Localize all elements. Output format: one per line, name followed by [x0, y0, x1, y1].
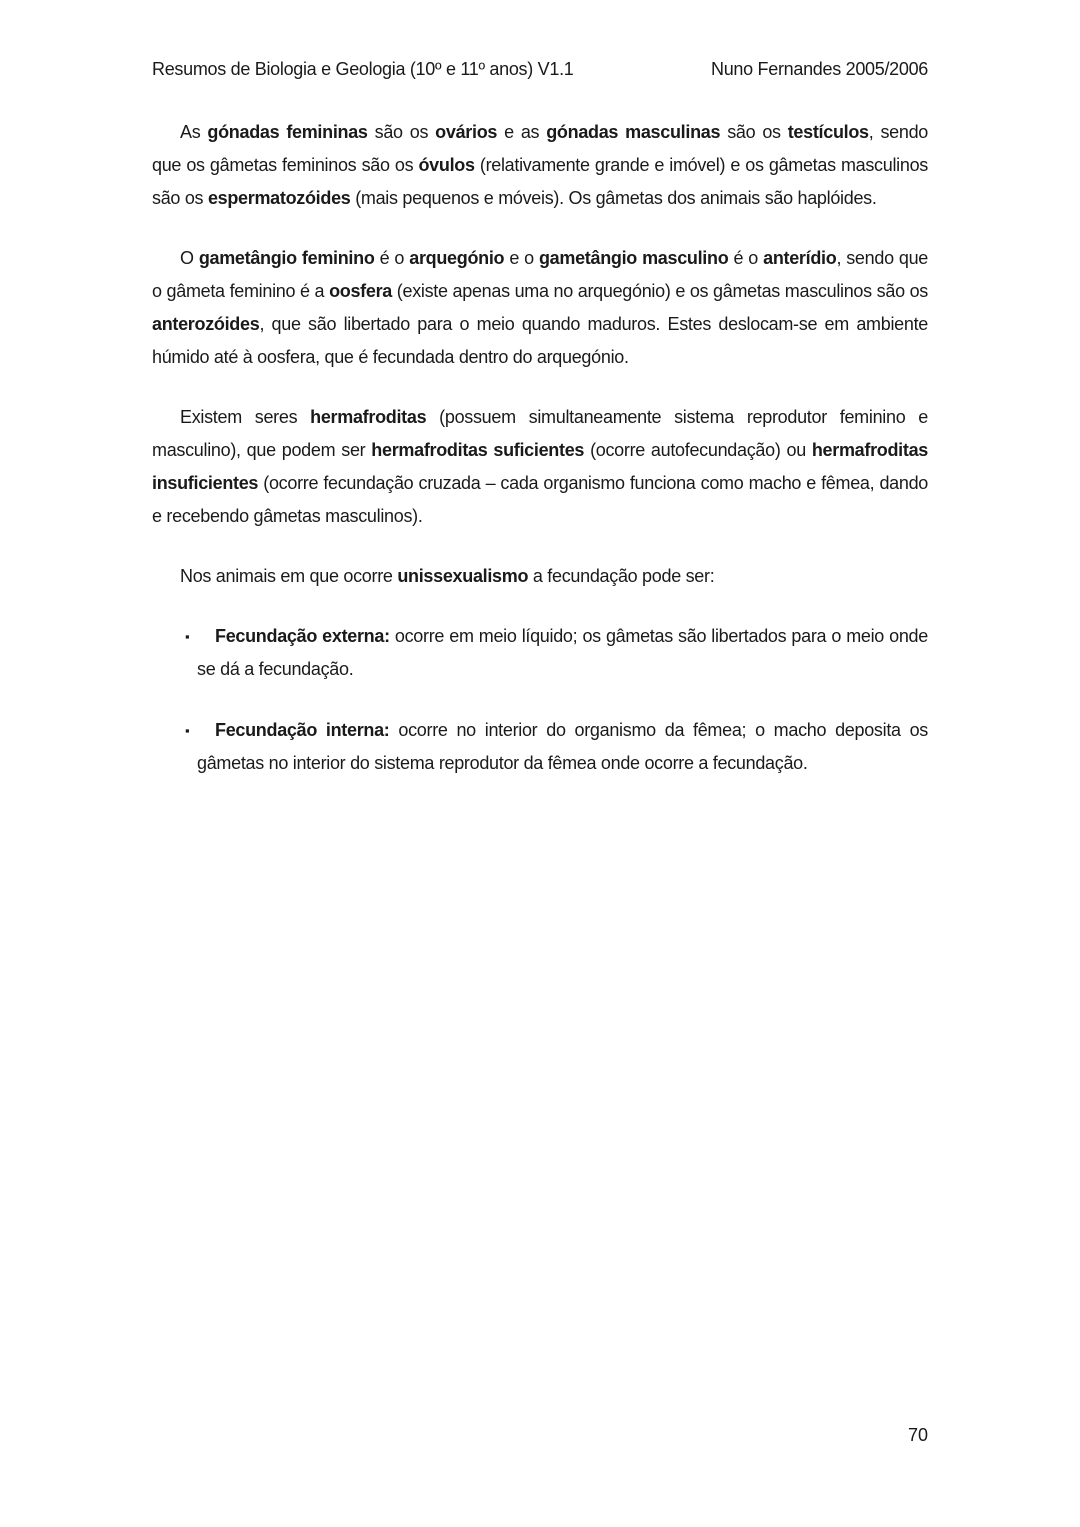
bullet-text: Fecundação interna: ocorre no interior do organismo da fêmea; o macho deposita os gâmetas no interior do sistema reprodutor da fêmea onde ocorre a fecundação.: [197, 720, 929, 773]
bullet-text: Fecundação externa: ocorre em meio líquido; os gâmetas são libertados para o meio onde se dá a fecundação.: [197, 626, 928, 679]
bullet-item-fecundacao-interna: [152, 714, 928, 780]
square-bullet-icon: ▪: [185, 629, 190, 644]
paragraph-unissexualismo: Nos animais em que ocorre unissexualismo a fecundação pode ser:: [180, 566, 715, 586]
square-bullet-icon: ▪: [185, 723, 190, 738]
bullet-item-fecundacao-externa: [152, 620, 928, 686]
header-left-title: Resumos de Biologia e Geologia (10º e 11º anos) V1.1: [152, 59, 574, 79]
page-number: 70: [907, 1425, 928, 1445]
header-right-author: Nuno Fernandes 2005/2006: [711, 59, 928, 79]
page-content: [152, 116, 928, 808]
paragraph-gametangio: O gametângio feminino é o arquegónio e o gametângio masculino é o anterídio, sendo que o gâmeta feminino é a oosfera (existe apenas uma no arquegónio) e os gâmetas masculinos são os anterozóides, que são libertado para o meio quando maduros. Estes deslocam-se em ambiente húmido até à oosfera, que é fecundada dentro do arquegónio.: [152, 248, 929, 367]
paragraph-hermafroditas: Existem seres hermafroditas (possuem simultaneamente sistema reprodutor feminino e masculino), que podem ser hermafroditas suficientes (ocorre autofecundação) ou hermafroditas insuficientes (ocorre fecundação cruzada – cada organismo funciona como macho e fêmea, dando e recebendo gâmetas masculinos).: [152, 407, 928, 526]
paragraph-gonadas: As gónadas femininas são os ovários e as gónadas masculinas são os testículos, sendo que os gâmetas femininos são os óvulos (relativamente grande e imóvel) e os gâmetas masculinos são os espermatozóides (mais pequenos e móveis). Os gâmetas dos animais são haplóides.: [152, 122, 929, 208]
page-header: [152, 57, 928, 81]
bullet-list: [152, 620, 928, 780]
